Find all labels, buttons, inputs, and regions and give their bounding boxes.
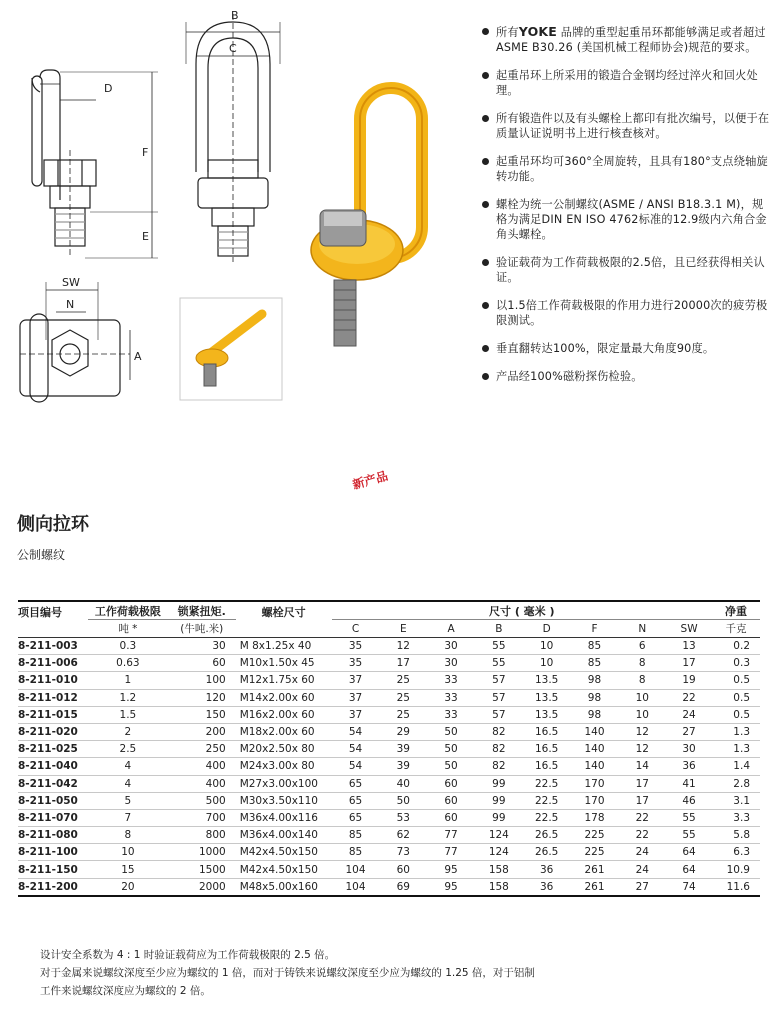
cell-dim-n: 12	[618, 723, 666, 740]
cell-dim-a: 33	[427, 706, 475, 723]
cell-dim-b: 99	[475, 792, 523, 809]
cell-item-no: 8-211-080	[18, 827, 88, 844]
cell-torque: 30	[168, 638, 236, 655]
header-bolt: 螺栓尺寸	[236, 601, 332, 620]
table-row	[18, 689, 760, 706]
cell-dim-c: 37	[332, 672, 380, 689]
dim-label-e: E	[142, 230, 149, 243]
cell-dim-sw: 55	[666, 827, 712, 844]
cell-dim-sw: 17	[666, 655, 712, 672]
cell-item-no: 8-211-015	[18, 706, 88, 723]
cell-weight: 11.6	[712, 878, 760, 896]
bullet-icon	[482, 28, 489, 35]
cell-wll: 10	[88, 844, 168, 861]
cell-dim-c: 35	[332, 655, 380, 672]
cell-dim-e: 40	[379, 775, 427, 792]
cell-dim-sw: 74	[666, 878, 712, 896]
cell-dim-b: 82	[475, 758, 523, 775]
feature-text: 垂直翻转达100%，限定量最大角度90度。	[496, 342, 715, 355]
cell-dim-a: 33	[427, 672, 475, 689]
cell-bolt-size: M36x4.00x140	[236, 827, 332, 844]
cell-dim-f: 178	[571, 809, 619, 826]
cell-dim-d: 10	[523, 655, 571, 672]
cell-dim-e: 39	[379, 758, 427, 775]
cell-dim-b: 99	[475, 775, 523, 792]
cell-weight: 0.2	[712, 638, 760, 655]
spec-table-body	[18, 638, 760, 896]
footnote-line-2: 对于金属来说螺纹深度至少应为螺纹的 1 倍，而对于铸铁来说螺纹深度至少应为螺纹的 1.25 倍，对于铝制	[40, 967, 535, 979]
cell-weight: 1.3	[712, 723, 760, 740]
cell-torque: 500	[168, 792, 236, 809]
spec-table	[18, 600, 760, 897]
cell-dim-sw: 36	[666, 758, 712, 775]
cell-wll: 4	[88, 758, 168, 775]
cell-dim-d: 16.5	[523, 723, 571, 740]
cell-dim-e: 53	[379, 809, 427, 826]
cell-dim-b: 55	[475, 638, 523, 655]
cell-dim-a: 60	[427, 809, 475, 826]
feature-text: 验证载荷为工作荷载极限的2.5倍，且已经获得相关认证。	[496, 256, 765, 284]
feature-item	[480, 255, 770, 285]
table-row	[18, 775, 760, 792]
cell-dim-f: 261	[571, 861, 619, 878]
cell-torque: 150	[168, 706, 236, 723]
cell-wll: 7	[88, 809, 168, 826]
cell-dim-n: 22	[618, 809, 666, 826]
feature-prefix: 所有	[496, 26, 519, 39]
cell-dim-f: 85	[571, 638, 619, 655]
cell-dim-n: 24	[618, 844, 666, 861]
cell-dim-b: 158	[475, 861, 523, 878]
header-dimensions: 尺寸 ( 毫米 )	[332, 601, 712, 620]
feature-item	[480, 154, 770, 184]
cell-dim-sw: 22	[666, 689, 712, 706]
cell-item-no: 8-211-025	[18, 741, 88, 758]
cell-dim-c: 85	[332, 827, 380, 844]
header-blank	[236, 620, 332, 638]
header-dim-f: F	[571, 620, 619, 638]
feature-text: 起重吊环均可360°全周旋转，且具有180°支点绕轴旋转功能。	[496, 155, 768, 183]
cell-dim-b: 57	[475, 672, 523, 689]
section-title: 侧向拉环	[17, 514, 89, 535]
table-row	[18, 672, 760, 689]
cell-dim-f: 98	[571, 672, 619, 689]
header-wll-unit: 吨 *	[88, 620, 168, 638]
cell-dim-sw: 30	[666, 741, 712, 758]
header-wll: 工作荷载极限	[88, 601, 168, 620]
cell-dim-n: 27	[618, 878, 666, 896]
cell-dim-n: 12	[618, 741, 666, 758]
cell-torque: 2000	[168, 878, 236, 896]
cell-dim-b: 99	[475, 809, 523, 826]
cell-dim-d: 22.5	[523, 792, 571, 809]
cell-wll: 1	[88, 672, 168, 689]
cell-dim-d: 16.5	[523, 741, 571, 758]
cell-torque: 1000	[168, 844, 236, 861]
cell-dim-a: 60	[427, 792, 475, 809]
cell-dim-a: 33	[427, 689, 475, 706]
cell-dim-n: 24	[618, 861, 666, 878]
cell-dim-sw: 55	[666, 809, 712, 826]
cell-weight: 3.1	[712, 792, 760, 809]
cell-bolt-size: M42x4.50x150	[236, 844, 332, 861]
cell-dim-d: 36	[523, 861, 571, 878]
cell-dim-d: 26.5	[523, 827, 571, 844]
cell-dim-b: 82	[475, 723, 523, 740]
cell-dim-a: 50	[427, 723, 475, 740]
feature-item	[480, 369, 770, 384]
cell-dim-n: 10	[618, 689, 666, 706]
feature-text: 所有锻造件以及有头螺栓上都印有批次编号，以便于在质量认证说明书上进行核查核对。	[496, 112, 770, 140]
cell-weight: 2.8	[712, 775, 760, 792]
cell-dim-sw: 64	[666, 844, 712, 861]
feature-text: 品牌的重型起重吊环都能够满足或者超过ASME B30.26 (美国机械工程师协会)规范的要求。	[496, 26, 766, 54]
cell-item-no: 8-211-050	[18, 792, 88, 809]
cell-bolt-size: M30x3.50x110	[236, 792, 332, 809]
bullet-icon	[482, 302, 489, 309]
header-torque-unit: (牛吨.米)	[168, 620, 236, 638]
feature-text: 螺栓为统一公制螺纹(ASME / ANSI B18.3.1 M)，规格为满足DIN EN ISO 4762标准的12.9级内六角合金角头螺栓。	[496, 198, 767, 241]
top-view-drawing	[20, 282, 130, 402]
cell-weight: 0.3	[712, 655, 760, 672]
table-row	[18, 723, 760, 740]
cell-dim-c: 85	[332, 844, 380, 861]
cell-dim-f: 85	[571, 655, 619, 672]
cell-dim-sw: 13	[666, 638, 712, 655]
cell-wll: 4	[88, 775, 168, 792]
cell-dim-sw: 19	[666, 672, 712, 689]
cell-item-no: 8-211-070	[18, 809, 88, 826]
cell-item-no: 8-211-150	[18, 861, 88, 878]
cell-dim-e: 12	[379, 638, 427, 655]
cell-dim-f: 225	[571, 827, 619, 844]
cell-dim-e: 39	[379, 741, 427, 758]
dim-label-n: N	[66, 298, 75, 311]
table-row	[18, 878, 760, 896]
cell-dim-c: 54	[332, 723, 380, 740]
cell-dim-sw: 41	[666, 775, 712, 792]
header-item-no: 项目编号	[18, 601, 88, 620]
cell-dim-f: 225	[571, 844, 619, 861]
cell-dim-b: 55	[475, 655, 523, 672]
cell-wll: 2.5	[88, 741, 168, 758]
dim-label-c: C	[229, 42, 237, 55]
cell-wll: 5	[88, 792, 168, 809]
cell-dim-d: 13.5	[523, 689, 571, 706]
table-row	[18, 861, 760, 878]
footnote-line-1: 设计安全系数为 4 : 1 时验证载荷应为工作荷载极限的 2.5 倍。	[40, 949, 336, 961]
cell-dim-f: 170	[571, 792, 619, 809]
cell-dim-e: 60	[379, 861, 427, 878]
cell-dim-d: 36	[523, 878, 571, 896]
cell-dim-c: 37	[332, 706, 380, 723]
cell-dim-a: 95	[427, 861, 475, 878]
table-row	[18, 655, 760, 672]
cell-torque: 700	[168, 809, 236, 826]
cell-dim-a: 30	[427, 638, 475, 655]
technical-drawings	[0, 0, 470, 440]
cell-dim-d: 13.5	[523, 672, 571, 689]
bullet-icon	[482, 345, 489, 352]
feature-list	[480, 24, 770, 397]
dim-label-a: A	[134, 350, 142, 363]
feature-item	[480, 341, 770, 356]
cell-dim-c: 54	[332, 741, 380, 758]
cell-weight: 0.5	[712, 672, 760, 689]
bullet-icon	[482, 373, 489, 380]
cell-wll: 8	[88, 827, 168, 844]
header-dim-e: E	[379, 620, 427, 638]
cell-dim-n: 22	[618, 827, 666, 844]
dim-label-sw: SW	[62, 276, 80, 289]
cell-item-no: 8-211-200	[18, 878, 88, 896]
cell-dim-sw: 27	[666, 723, 712, 740]
cell-weight: 1.4	[712, 758, 760, 775]
cell-dim-b: 124	[475, 844, 523, 861]
cell-dim-e: 69	[379, 878, 427, 896]
cell-bolt-size: M18x2.00x 60	[236, 723, 332, 740]
cell-bolt-size: M27x3.00x100	[236, 775, 332, 792]
cell-torque: 120	[168, 689, 236, 706]
inset-photo	[180, 298, 282, 400]
header-dim-c: C	[332, 620, 380, 638]
cell-dim-b: 82	[475, 741, 523, 758]
table-row	[18, 809, 760, 826]
cell-dim-e: 25	[379, 689, 427, 706]
header-dim-b: B	[475, 620, 523, 638]
brand-name: YOKE	[518, 24, 558, 39]
cell-dim-d: 22.5	[523, 775, 571, 792]
cell-bolt-size: M24x3.00x 80	[236, 758, 332, 775]
header-dim-n: N	[618, 620, 666, 638]
cell-weight: 0.5	[712, 689, 760, 706]
cell-dim-a: 50	[427, 758, 475, 775]
dim-label-b: B	[231, 9, 239, 22]
cell-dim-c: 54	[332, 758, 380, 775]
header-dim-a: A	[427, 620, 475, 638]
cell-dim-e: 25	[379, 706, 427, 723]
cell-dim-d: 22.5	[523, 809, 571, 826]
cell-dim-f: 98	[571, 706, 619, 723]
feature-item	[480, 111, 770, 141]
cell-bolt-size: M20x2.50x 80	[236, 741, 332, 758]
side-view-drawing	[32, 70, 158, 258]
cell-dim-a: 95	[427, 878, 475, 896]
cell-torque: 800	[168, 827, 236, 844]
cell-dim-e: 50	[379, 792, 427, 809]
cell-bolt-size: M36x4.00x116	[236, 809, 332, 826]
cell-dim-e: 73	[379, 844, 427, 861]
cell-weight: 5.8	[712, 827, 760, 844]
cell-torque: 60	[168, 655, 236, 672]
header-weight: 净重	[712, 601, 760, 620]
cell-torque: 200	[168, 723, 236, 740]
cell-dim-a: 77	[427, 827, 475, 844]
cell-dim-n: 17	[618, 792, 666, 809]
cell-item-no: 8-211-020	[18, 723, 88, 740]
cell-dim-f: 170	[571, 775, 619, 792]
cell-dim-e: 62	[379, 827, 427, 844]
table-row	[18, 844, 760, 861]
cell-dim-b: 124	[475, 827, 523, 844]
bullet-icon	[482, 115, 489, 122]
dim-label-d: D	[104, 82, 113, 95]
cell-torque: 250	[168, 741, 236, 758]
cell-item-no: 8-211-012	[18, 689, 88, 706]
cell-weight: 3.3	[712, 809, 760, 826]
cell-wll: 2	[88, 723, 168, 740]
cell-dim-sw: 64	[666, 861, 712, 878]
feature-item	[480, 68, 770, 98]
cell-dim-n: 8	[618, 672, 666, 689]
bullet-icon	[482, 72, 489, 79]
feature-item	[480, 24, 770, 55]
cell-dim-n: 8	[618, 655, 666, 672]
cell-bolt-size: M 8x1.25x 40	[236, 638, 332, 655]
header-blank	[18, 620, 88, 638]
cell-item-no: 8-211-100	[18, 844, 88, 861]
cell-dim-c: 104	[332, 861, 380, 878]
table-row	[18, 758, 760, 775]
cell-dim-sw: 24	[666, 706, 712, 723]
cell-dim-n: 6	[618, 638, 666, 655]
table-row	[18, 827, 760, 844]
cell-item-no: 8-211-003	[18, 638, 88, 655]
cell-dim-b: 158	[475, 878, 523, 896]
cell-dim-c: 37	[332, 689, 380, 706]
cell-weight: 0.5	[712, 706, 760, 723]
cell-torque: 100	[168, 672, 236, 689]
cell-dim-d: 10	[523, 638, 571, 655]
bullet-icon	[482, 158, 489, 165]
cell-dim-f: 261	[571, 878, 619, 896]
cell-bolt-size: M10x1.50x 45	[236, 655, 332, 672]
table-row	[18, 638, 760, 655]
cell-dim-sw: 46	[666, 792, 712, 809]
cell-dim-f: 98	[571, 689, 619, 706]
new-product-stamp: 新产品	[350, 468, 390, 493]
header-torque: 锁紧扭矩.	[168, 601, 236, 620]
product-photo-hoist-ring	[311, 88, 422, 346]
header-weight-unit: 千克	[712, 620, 760, 638]
cell-bolt-size: M42x4.50x150	[236, 861, 332, 878]
cell-dim-a: 30	[427, 655, 475, 672]
bullet-icon	[482, 259, 489, 266]
cell-bolt-size: M48x5.00x160	[236, 878, 332, 896]
cell-item-no: 8-211-040	[18, 758, 88, 775]
feature-item	[480, 197, 770, 242]
cell-dim-n: 10	[618, 706, 666, 723]
cell-bolt-size: M16x2.00x 60	[236, 706, 332, 723]
cell-weight: 1.3	[712, 741, 760, 758]
feature-text: 以1.5倍工作荷载极限的作用力进行20000次的疲劳极限测试。	[496, 299, 768, 327]
cell-dim-f: 140	[571, 758, 619, 775]
cell-dim-b: 57	[475, 689, 523, 706]
cell-item-no: 8-211-010	[18, 672, 88, 689]
cell-dim-b: 57	[475, 706, 523, 723]
cell-dim-c: 104	[332, 878, 380, 896]
bullet-icon	[482, 201, 489, 208]
cell-dim-d: 13.5	[523, 706, 571, 723]
cell-dim-d: 16.5	[523, 758, 571, 775]
cell-dim-a: 60	[427, 775, 475, 792]
feature-text: 产品经100%磁粉探伤检验。	[496, 370, 643, 383]
cell-wll: 15	[88, 861, 168, 878]
cell-dim-n: 14	[618, 758, 666, 775]
cell-dim-e: 25	[379, 672, 427, 689]
cell-torque: 1500	[168, 861, 236, 878]
cell-dim-a: 50	[427, 741, 475, 758]
cell-dim-c: 35	[332, 638, 380, 655]
cell-wll: 20	[88, 878, 168, 896]
footnotes	[40, 946, 760, 1000]
cell-torque: 400	[168, 758, 236, 775]
cell-dim-a: 77	[427, 844, 475, 861]
cell-dim-c: 65	[332, 775, 380, 792]
table-row	[18, 706, 760, 723]
feature-text: 起重吊环上所采用的锻造合金钢均经过淬火和回火处理。	[496, 69, 758, 97]
table-row	[18, 741, 760, 758]
cell-dim-e: 29	[379, 723, 427, 740]
header-dim-d: D	[523, 620, 571, 638]
footnote-line-3: 工件来说螺纹深度应为螺纹的 2 倍。	[40, 985, 211, 997]
cell-dim-c: 65	[332, 809, 380, 826]
cell-torque: 400	[168, 775, 236, 792]
feature-item	[480, 298, 770, 328]
cell-dim-e: 17	[379, 655, 427, 672]
cell-bolt-size: M14x2.00x 60	[236, 689, 332, 706]
section-subtitle: 公制螺纹	[17, 548, 66, 562]
cell-dim-f: 140	[571, 723, 619, 740]
cell-bolt-size: M12x1.75x 60	[236, 672, 332, 689]
cell-dim-c: 65	[332, 792, 380, 809]
cell-wll: 1.5	[88, 706, 168, 723]
cell-dim-d: 26.5	[523, 844, 571, 861]
cell-wll: 0.63	[88, 655, 168, 672]
cell-weight: 10.9	[712, 861, 760, 878]
table-row	[18, 792, 760, 809]
cell-wll: 0.3	[88, 638, 168, 655]
cell-weight: 6.3	[712, 844, 760, 861]
dim-label-f: F	[142, 146, 149, 159]
cell-item-no: 8-211-042	[18, 775, 88, 792]
cell-item-no: 8-211-006	[18, 655, 88, 672]
cell-dim-n: 17	[618, 775, 666, 792]
cell-dim-f: 140	[571, 741, 619, 758]
header-dim-sw: SW	[666, 620, 712, 638]
cell-wll: 1.2	[88, 689, 168, 706]
